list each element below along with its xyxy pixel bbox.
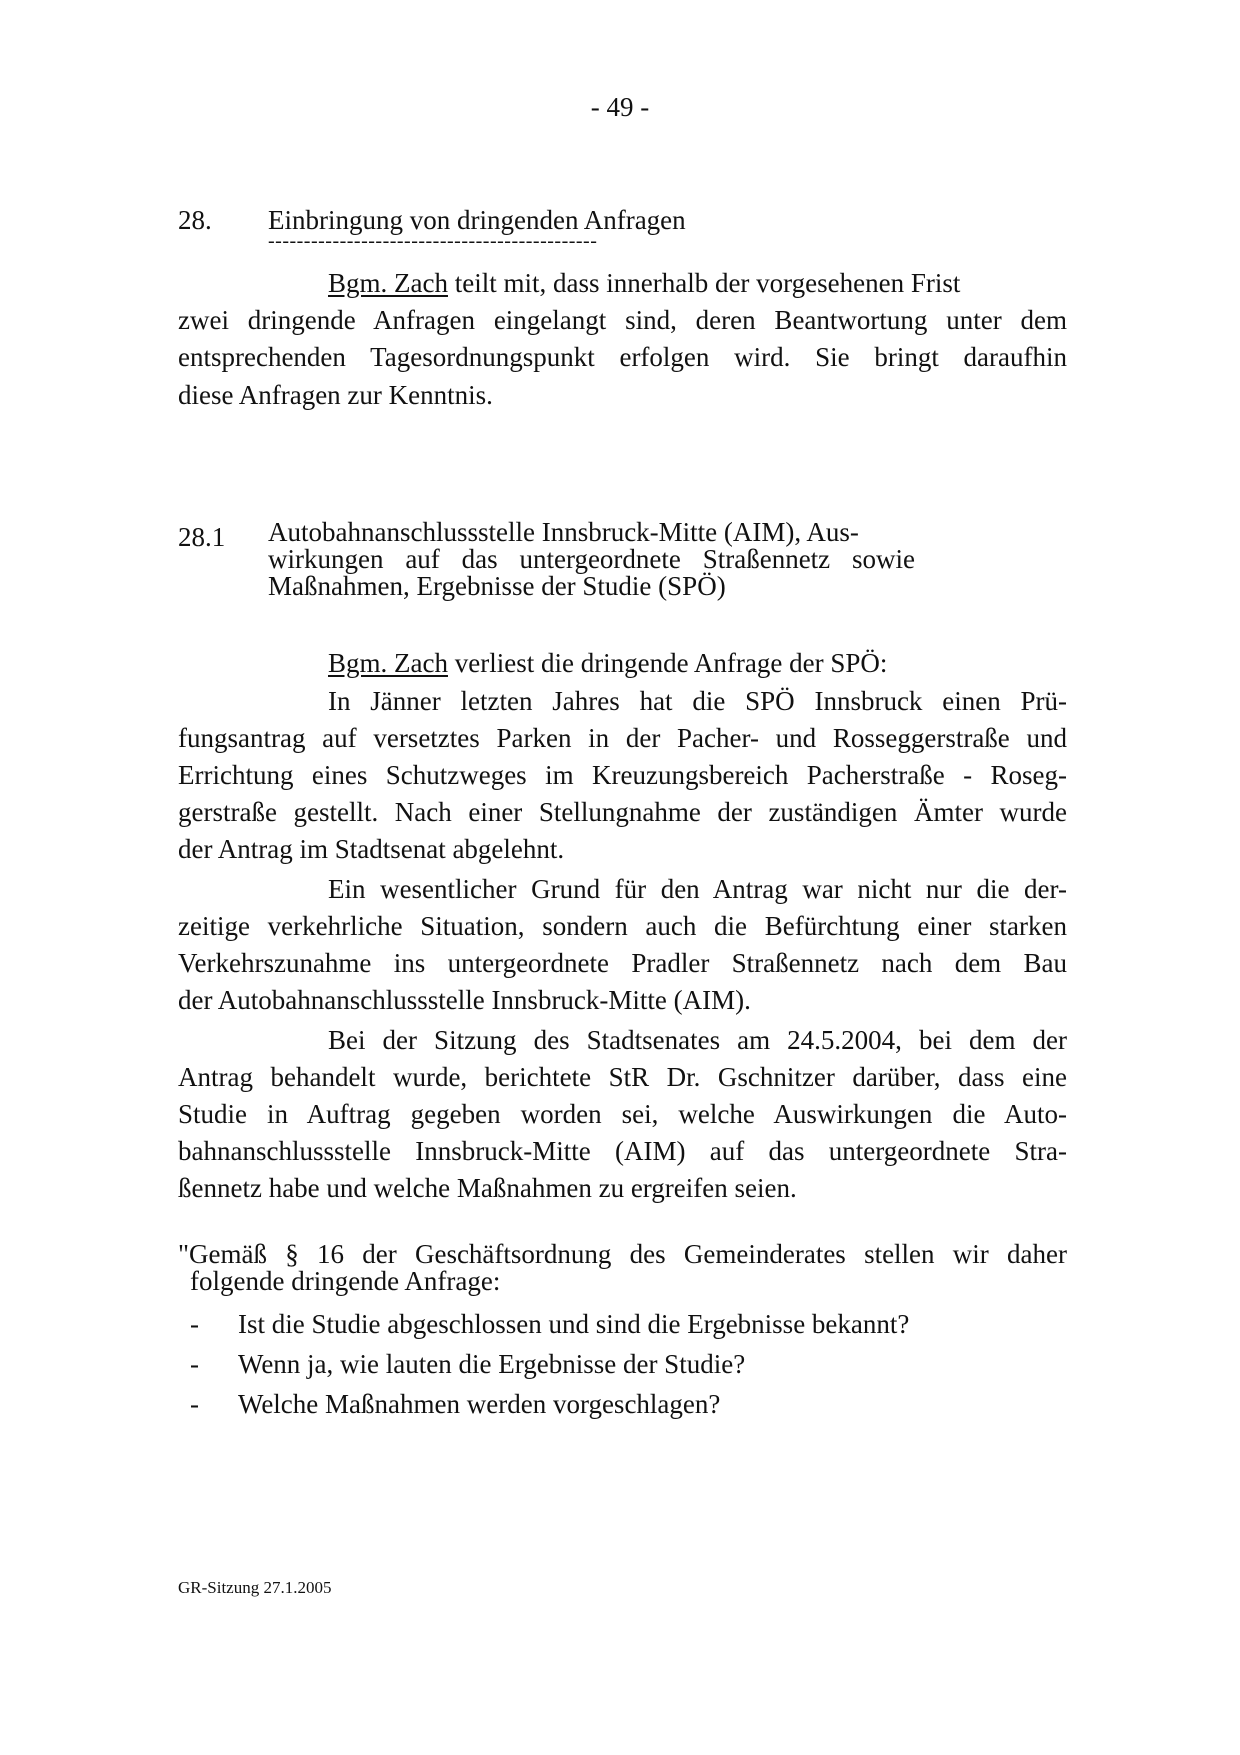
para-2-line-2: zeitige verkehrliche Situation, sondern auch die Befürchtung einer starken	[178, 911, 1067, 941]
para-1-line-1: In Jänner letzten Jahres hat die SPÖ Innsbruck einen Prü-	[328, 686, 1067, 716]
item-28-1-title-2: wirkungen auf das untergeordnete Straßennetz sowie	[268, 544, 915, 574]
page-number: - 49 -	[590, 92, 650, 122]
para-3-line-1: Bei der Sitzung des Stadtsenates am 24.5.2004, bei dem der	[328, 1025, 1067, 1055]
para-3-line-3: Studie in Auftrag gegeben worden sei, welche Auswirkungen die Auto-	[178, 1099, 1067, 1129]
item-28-1-title-3: Maßnahmen, Ergebnisse der Studie (SPÖ)	[268, 571, 726, 601]
para-1-line-4: gerstraße gestellt. Nach einer Stellungnahme der zuständigen Ämter wurde	[178, 797, 1067, 827]
para-2-line-3: Verkehrszunahme ins untergeordnete Pradler Straßennetz nach dem Bau	[178, 948, 1067, 978]
item-28-line-2: zwei dringende Anfragen eingelangt sind, deren Beantwortung unter dem	[178, 305, 1067, 335]
speaker-name: Bgm. Zach	[328, 268, 448, 298]
bullet-marker: -	[190, 1309, 199, 1339]
para-2-line-4: der Autobahnanschlussstelle Innsbruck-Mitte (AIM).	[178, 985, 751, 1015]
item-28-1-number: 28.1	[178, 522, 226, 552]
para-2-line-1: Ein wesentlicher Grund für den Antrag war nicht nur die der-	[328, 874, 1067, 904]
item-28-number: 28.	[178, 205, 212, 235]
bullet-marker: -	[190, 1389, 199, 1419]
quote-line-1: "Gemäß § 16 der Geschäftsordnung des Gemeinderates stellen wir daher	[178, 1239, 1067, 1269]
footer-session-date: GR-Sitzung 27.1.2005	[178, 1578, 332, 1597]
para-1-line-2: fungsantrag auf versetztes Parken in der Pacher- und Rosseggerstraße und	[178, 723, 1067, 753]
title-rule: ----------------------------------------------	[268, 230, 598, 252]
para-3-line-5: ßennetz habe und welche Maßnahmen zu ergreifen seien.	[178, 1173, 797, 1203]
bullet-marker: -	[190, 1349, 199, 1379]
speaker-name: Bgm. Zach	[328, 648, 448, 678]
bullet-item-2: Wenn ja, wie lauten die Ergebnisse der Studie?	[238, 1349, 746, 1379]
para-1-line-5: der Antrag im Stadtsenat abgelehnt.	[178, 834, 565, 864]
item-28-line-3: entsprechenden Tagesordnungspunkt erfolgen wird. Sie bringt daraufhin	[178, 342, 1067, 372]
item-28-line-4: diese Anfragen zur Kenntnis.	[178, 380, 493, 410]
para-3-line-2: Antrag behandelt wurde, berichtete StR Dr. Gschnitzer darüber, dass eine	[178, 1062, 1067, 1092]
bullet-item-3: Welche Maßnahmen werden vorgeschlagen?	[238, 1389, 721, 1419]
item-28-1-title-1: Autobahnanschlussstelle Innsbruck-Mitte (AIM), Aus-	[268, 517, 859, 547]
bullet-item-1: Ist die Studie abgeschlossen und sind die Ergebnisse bekannt?	[238, 1309, 910, 1339]
item-28-title: Einbringung von dringenden Anfragen	[268, 205, 686, 235]
item-28-1-speaker-line: Bgm. Zach verliest die dringende Anfrage der SPÖ:	[328, 648, 888, 678]
para-1-line-3: Errichtung eines Schutzweges im Kreuzungsbereich Pacherstraße - Roseg-	[178, 760, 1067, 790]
item-28-line-1: Bgm. Zach teilt mit, dass innerhalb der vorgesehenen Frist	[328, 268, 961, 298]
para-3-line-4: bahnanschlussstelle Innsbruck-Mitte (AIM) auf das untergeordnete Stra-	[178, 1136, 1067, 1166]
quote-line-2: folgende dringende Anfrage:	[190, 1266, 501, 1296]
